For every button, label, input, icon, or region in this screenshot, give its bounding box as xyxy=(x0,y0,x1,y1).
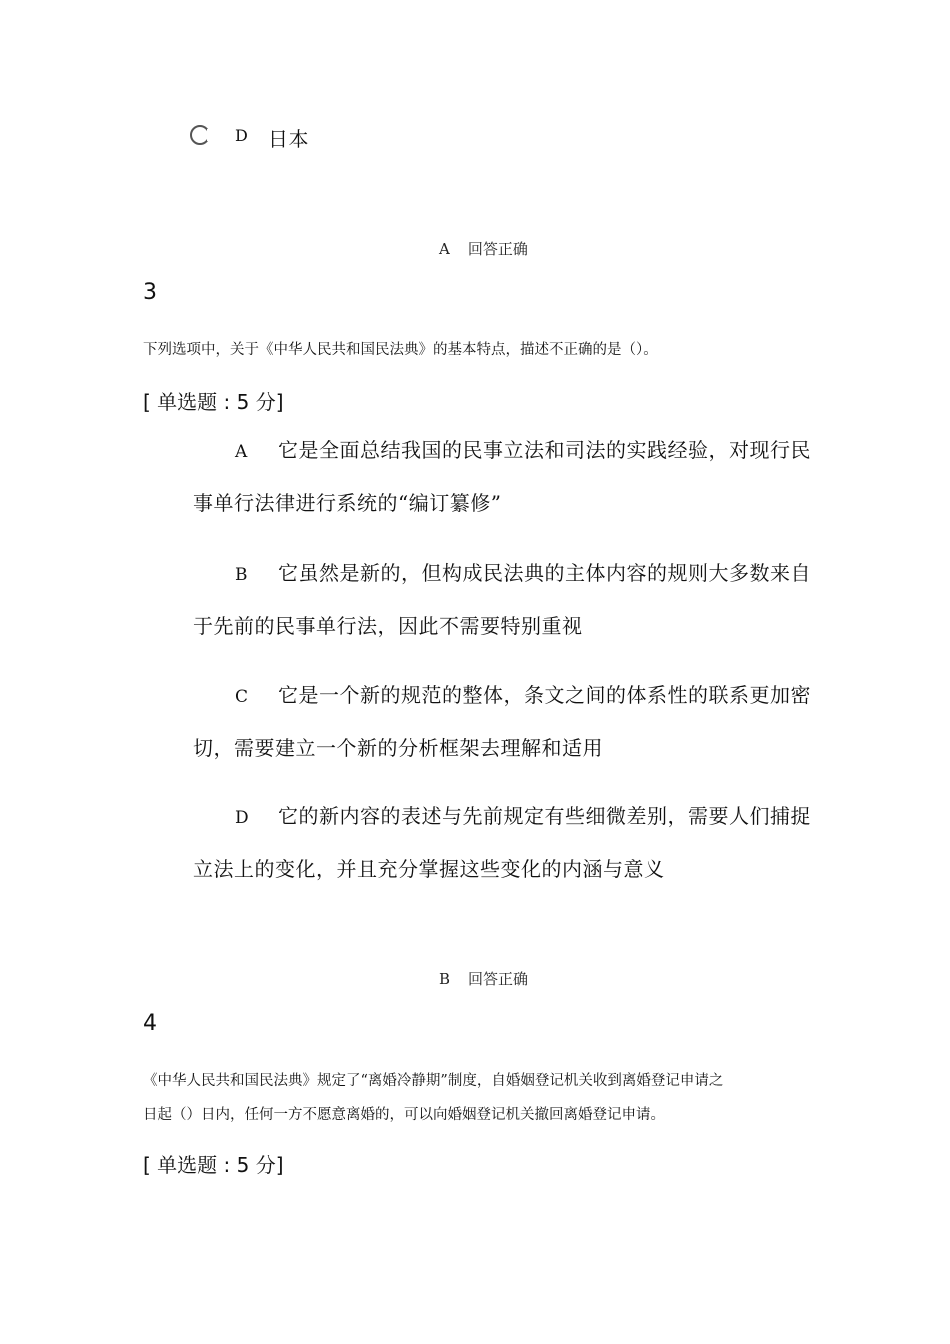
option-c[interactable] xyxy=(193,670,833,774)
option-text-line1: 它是全面总结我国的民事立法和司法的实践经验，对现行民 xyxy=(278,438,811,462)
answer-letter: B xyxy=(439,970,451,988)
option-d[interactable] xyxy=(193,791,833,895)
option-text-line2: 事单行法律进行系统的“编订纂修” xyxy=(193,491,502,515)
option-text-line1: 它的新内容的表述与先前规定有些细微差别，需要人们捕捉 xyxy=(278,804,811,828)
question-text: 下列选项中，关于《中华人民共和国民法典》的基本特点，描述不正确的是（）。 xyxy=(143,342,658,358)
option-text-line2: 切，需要建立一个新的分析框架去理解和适用 xyxy=(193,736,603,760)
option-text-line2: 立法上的变化，并且充分掌握这些变化的内涵与意义 xyxy=(193,857,665,881)
option-d-letter: D xyxy=(235,126,248,145)
question-text-line2: 日起（）日内，任何一方不愿意离婚的，可以向婚姻登记机关撤回离婚登记申请。 xyxy=(143,1107,665,1123)
answer-status: 回答正确 xyxy=(468,970,529,988)
option-d-radio[interactable] xyxy=(190,125,210,145)
option-text-line1: 它是一个新的规范的整体，条文之间的体系性的联系更加密 xyxy=(278,683,811,707)
question-number: 3 xyxy=(143,280,157,305)
question-type: [ 单选题 : 5 分] xyxy=(143,1153,284,1177)
option-letter: C xyxy=(235,687,249,707)
question-text-line1: 《中华人民共和国民法典》规定了“离婚冷静期”制度，自婚姻登记机关收到离婚登记申请之 xyxy=(143,1073,724,1089)
option-text-line1: 它虽然是新的，但构成民法典的主体内容的规则大多数来自 xyxy=(278,561,811,585)
option-a[interactable] xyxy=(193,425,833,529)
option-letter: B xyxy=(235,565,248,585)
answer-result xyxy=(439,238,528,259)
option-d-text: 日本 xyxy=(268,127,309,151)
answer-result xyxy=(439,968,528,989)
option-b[interactable] xyxy=(193,548,833,652)
answer-status: 回答正确 xyxy=(467,240,528,258)
question-type: [ 单选题 : 5 分] xyxy=(143,390,284,414)
option-letter: D xyxy=(235,808,250,828)
answer-letter: A xyxy=(439,240,450,258)
question-number: 4 xyxy=(143,1011,157,1036)
option-letter: A xyxy=(235,442,248,462)
option-text-line2: 于先前的民事单行法，因此不需要特别重视 xyxy=(193,614,583,638)
